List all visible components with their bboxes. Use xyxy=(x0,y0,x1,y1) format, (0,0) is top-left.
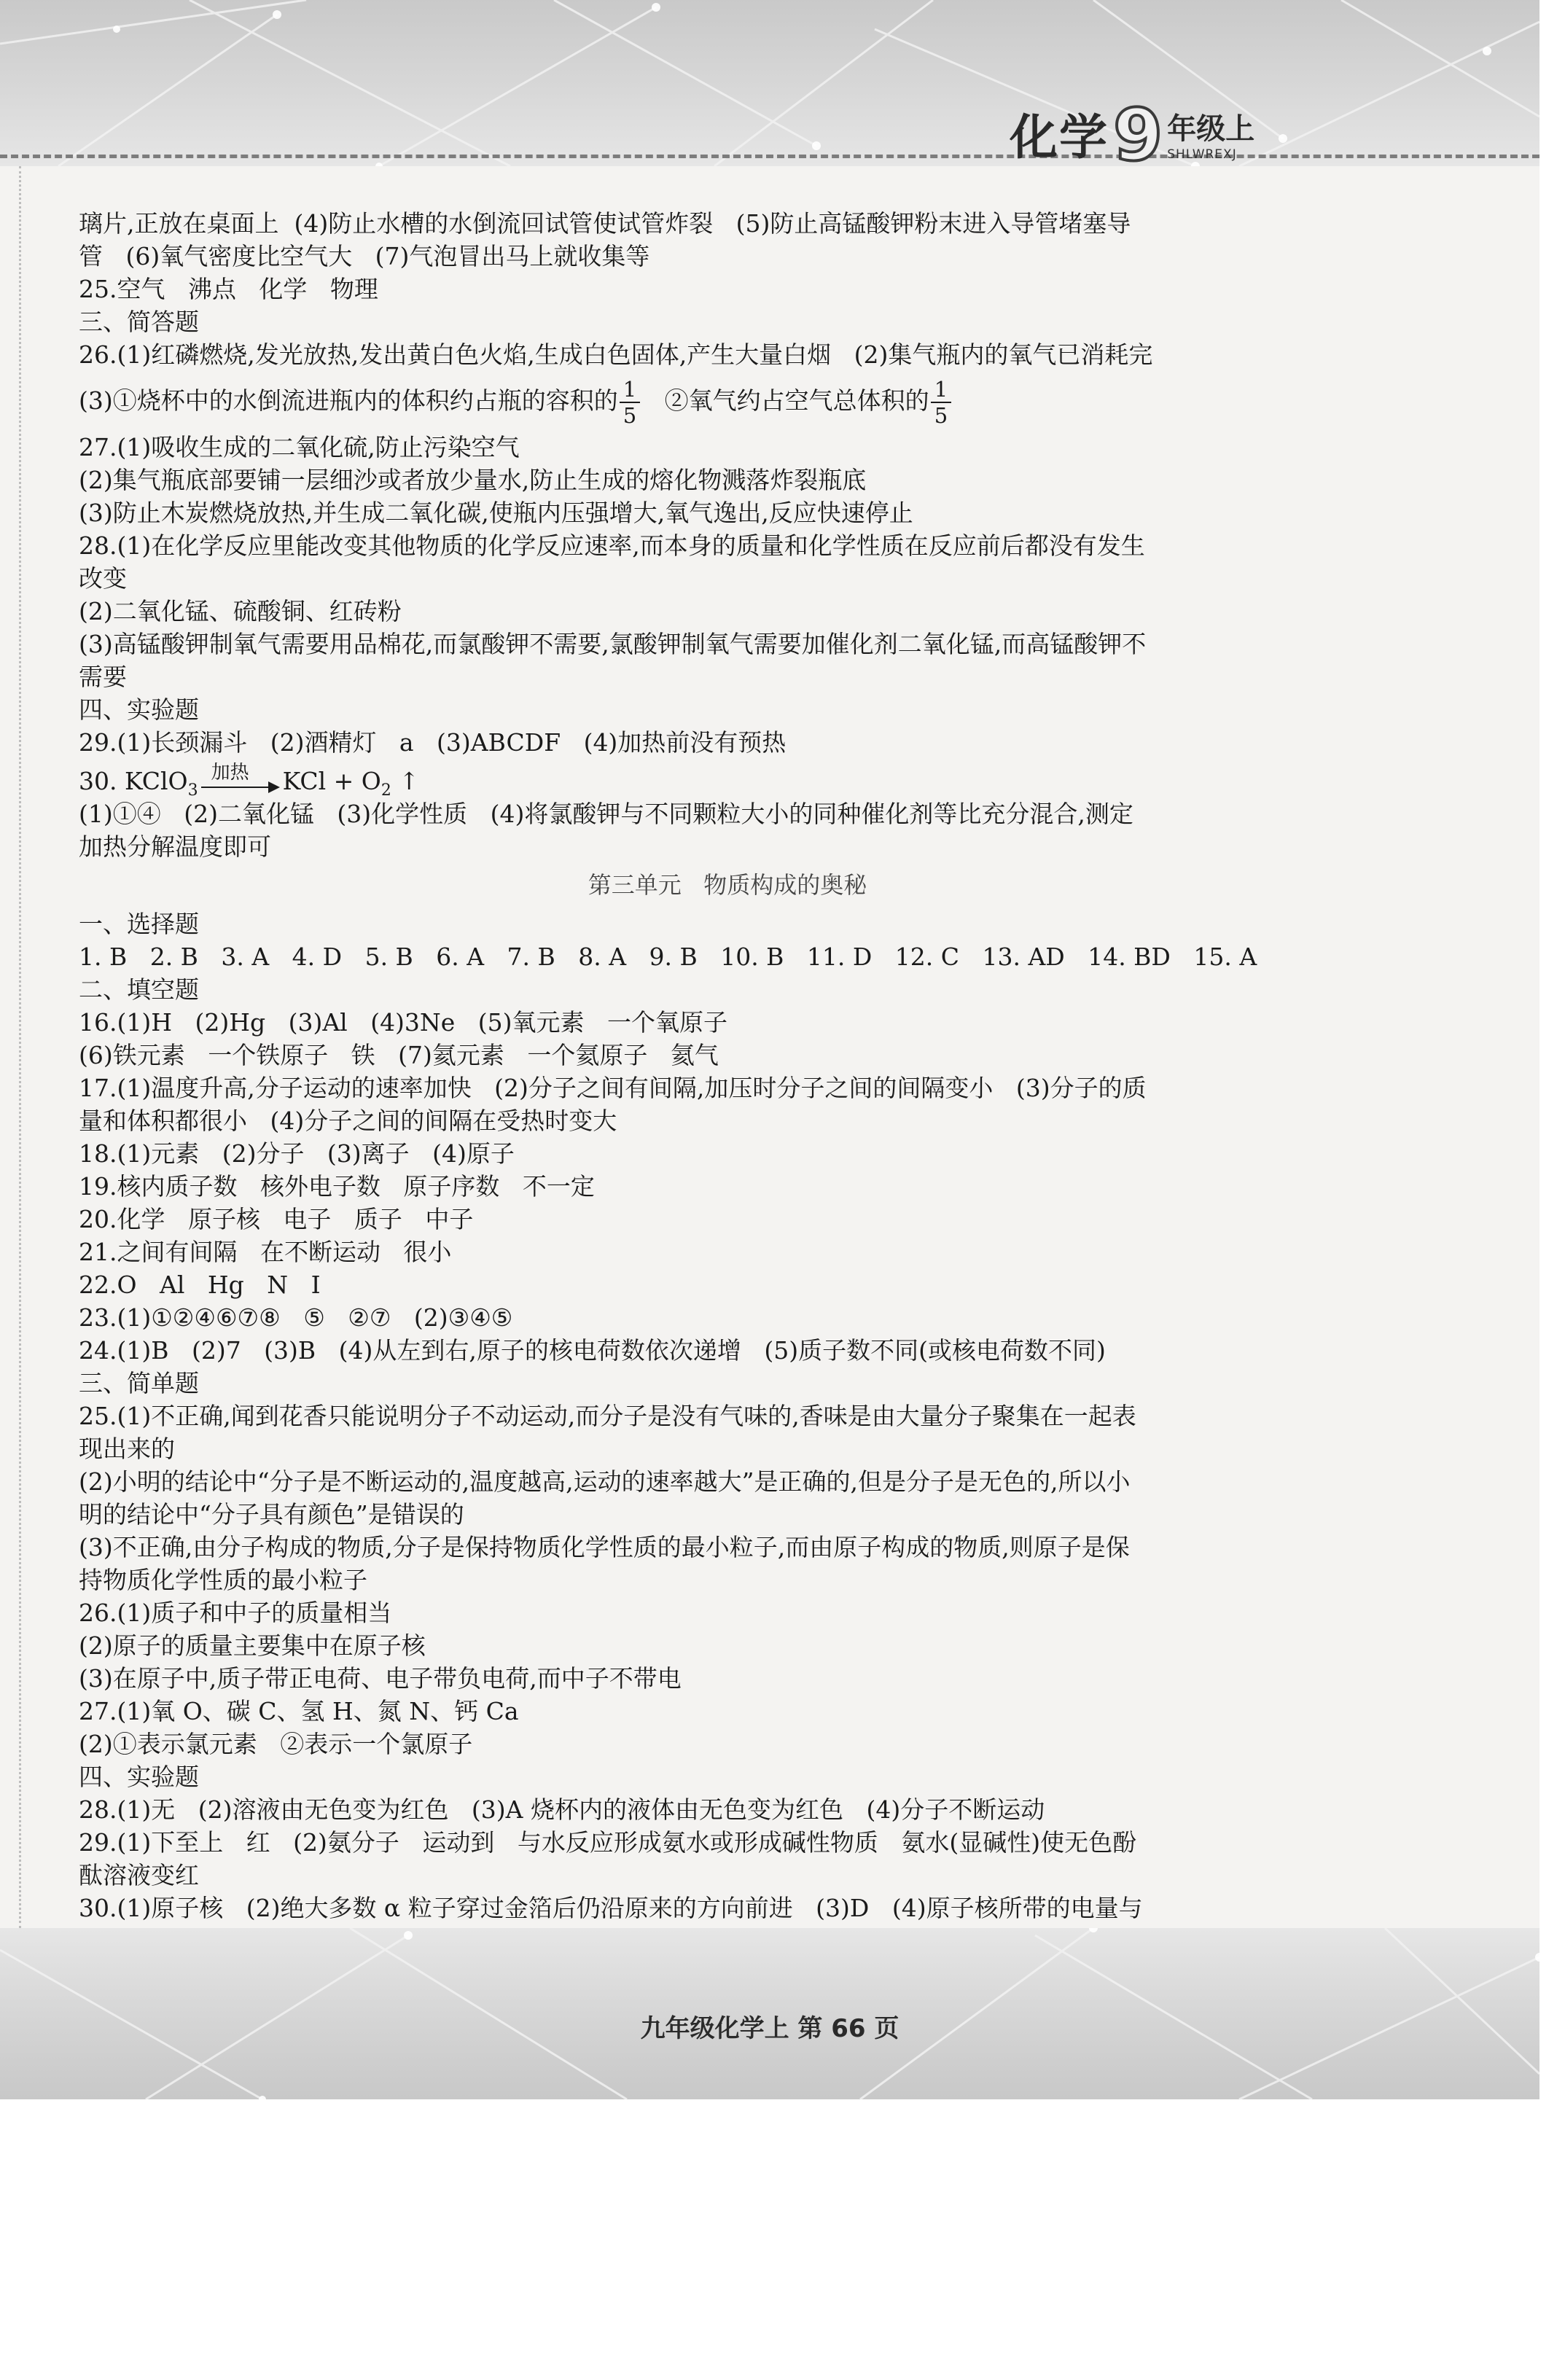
grade-block xyxy=(1167,106,1254,162)
grade-number: 9 xyxy=(1113,93,1163,177)
page-number-label: 九年级化学上 第 66 页 xyxy=(640,2014,899,2043)
header-band xyxy=(0,0,1539,177)
text-line: 管 (6)氧气密度比空气大 (7)气泡冒出马上就收集等 xyxy=(79,242,650,270)
fraction-denominator: 5 xyxy=(623,402,637,428)
text-line: (2)①表示氯元素 ②表示一个氯原子 xyxy=(79,1730,473,1758)
text-line: 现出来的 xyxy=(79,1435,175,1463)
text-line: 25.(1)不正确,闻到花香只能说明分子不动运动,而分子是没有气味的,香味是由大量分子聚集在一起表 xyxy=(79,1402,1136,1430)
text-line: 需要 xyxy=(79,663,127,691)
text-line: 29.(1)长颈漏斗 (2)酒精灯 a (3)ABCDF (4)加热前没有预热 xyxy=(79,728,787,757)
text-line: 18.(1)元素 (2)分子 (3)离子 (4)原子 xyxy=(79,1139,515,1168)
unit-title: 第三单元 物质构成的奥秘 xyxy=(588,871,867,899)
arrow-line xyxy=(201,787,276,788)
subject-title: 化学 xyxy=(1010,109,1109,165)
text-line: 酞溶液变红 xyxy=(79,1861,199,1889)
answer-content xyxy=(79,207,1289,1924)
text-line: 加热分解温度即可 xyxy=(79,832,271,861)
fraction-numerator: 1 xyxy=(620,379,640,403)
reaction-condition: 加热 xyxy=(211,762,249,784)
fraction-line-middle: ②氧气约占空气总体积的 xyxy=(641,386,929,415)
section-heading: 三、简单题 xyxy=(79,1369,199,1397)
text-line: (3)不正确,由分子构成的物质,分子是保持物质化学性质的最小粒子,而由原子构成的物质,则原子是保 xyxy=(79,1533,1130,1561)
text-line: 20.化学 原子核 电子 质子 中子 xyxy=(79,1205,474,1233)
text-line: 28.(1)无 (2)溶液由无色变为红色 (3)A 烧杯内的液体由无色变为红色 (4)分子不断运动 xyxy=(79,1795,1045,1824)
text-line: 22.O Al Hg N I xyxy=(79,1271,321,1299)
chemical-equation xyxy=(79,762,1289,800)
section-heading: 一、选择题 xyxy=(79,910,199,938)
text-line: 持物质化学性质的最小粒子 xyxy=(79,1566,367,1594)
fraction-line-before: (3)①烧杯中的水倒流进瓶内的体积约占瓶的容积的 xyxy=(79,386,618,415)
text-line: 29.(1)下至上 红 (2)氨分子 运动到 与水反应形成氨水或形成碱性物质 氨水(显碱性)使无色酚 xyxy=(79,1828,1137,1857)
text-line: 25.空气 沸点 化学 物理 xyxy=(79,275,378,303)
section-heading: 四、实验题 xyxy=(79,695,199,724)
text-line: 改变 xyxy=(79,564,127,593)
fraction xyxy=(931,376,951,428)
text-line: 璃片,正放在桌面上 (4)防止水槽的水倒流回试管使试管炸裂 (5)防止高锰酸钾粉末进入导管堵塞导 xyxy=(79,209,1131,238)
text-line: 量和体积都很小 (4)分子之间的间隔在受热时变大 xyxy=(79,1107,617,1135)
text-line: 26.(1)质子和中子的质量相当 xyxy=(79,1599,392,1627)
grade-pinyin: SHLWREXJ xyxy=(1167,147,1237,162)
text-line: 19.核内质子数 核外电子数 原子序数 不一定 xyxy=(79,1172,595,1201)
text-line: 24.(1)B (2)7 (3)B (4)从左到右,原子的核电荷数依次递增 (5)质子数不同(或核电荷数不同) xyxy=(79,1336,1106,1365)
fraction xyxy=(620,376,640,428)
text-line: 30.(1)原子核 (2)绝大多数 α 粒子穿过金箔后仍沿原来的方向前进 (3)D (4)原子核所带的电量与 xyxy=(79,1894,1143,1922)
text-line: (3)防止木炭燃烧放热,并生成二氧化碳,使瓶内压强增大,氧气逸出,反应快速停止 xyxy=(79,499,913,527)
text-line: 1. B 2. B 3. A 4. D 5. B 6. A 7. B 8. A 9. B 10. B 11. D 12. C 13. AD 14. BD 15. A xyxy=(79,943,1257,971)
equation-subscript: 3 xyxy=(187,781,198,800)
equation-product: KCl + O xyxy=(282,767,381,795)
section-heading: 二、填空题 xyxy=(79,975,199,1004)
header-title xyxy=(1010,93,1301,177)
text-line: 27.(1)吸收生成的二氧化硫,防止污染空气 xyxy=(79,433,520,461)
text-line: 16.(1)H (2)Hg (3)Al (4)3Ne (5)氧元素 一个氧原子 xyxy=(79,1008,728,1037)
text-line: 27.(1)氧 O、碳 C、氢 H、氮 N、钙 Ca xyxy=(79,1697,519,1725)
equation-reactant: 30. KClO xyxy=(79,767,188,795)
page-edge-decoration xyxy=(19,166,28,1928)
text-line: 17.(1)温度升高,分子运动的速率加快 (2)分子之间有间隔,加压时分子之间的间隔变小 (3)分子的质 xyxy=(79,1074,1147,1102)
section-heading: 四、实验题 xyxy=(79,1763,199,1791)
arrow-head-icon xyxy=(268,781,280,793)
text-line: 26.(1)红磷燃烧,发光放热,发出黄白色火焰,生成白色固体,产生大量白烟 (2)集气瓶内的氧气已消耗完 xyxy=(79,340,1153,369)
text-line: (3)高锰酸钾制氧气需要用品棉花,而氯酸钾不需要,氯酸钾制氧气需要加催化剂二氧化锰,而高锰酸钾不 xyxy=(79,630,1147,658)
section-heading: 三、简答题 xyxy=(79,308,199,336)
fraction-denominator: 5 xyxy=(934,402,948,428)
text-line: 21.之间有间隔 在不断运动 很小 xyxy=(79,1238,452,1266)
text-line: (2)原子的质量主要集中在原子核 xyxy=(79,1631,426,1660)
text-line: (2)集气瓶底部要铺一层细沙或者放少量水,防止生成的熔化物溅落炸裂瓶底 xyxy=(79,466,867,494)
reaction-arrow xyxy=(198,762,283,797)
header-dash-rule xyxy=(0,155,1539,158)
fraction-line xyxy=(79,371,1289,431)
text-line: (2)二氧化锰、硫酸铜、红砖粉 xyxy=(79,597,402,625)
grade-label: 年级上 xyxy=(1167,112,1255,146)
text-line: (1)①④ (2)二氧化锰 (3)化学性质 (4)将氯酸钾与不同颗粒大小的同种催化剂等比充分混合,测定 xyxy=(79,800,1133,828)
text-line: (6)铁元素 一个铁原子 铁 (7)氦元素 一个氦原子 氦气 xyxy=(79,1041,719,1069)
fraction-numerator: 1 xyxy=(931,379,951,403)
text-line: 23.(1)①②④⑥⑦⑧ ⑤ ②⑦ (2)③④⑤ xyxy=(79,1303,513,1332)
header-decoration xyxy=(0,0,1539,177)
gas-arrow: ↑ xyxy=(391,767,420,795)
equation-subscript: 2 xyxy=(380,781,391,800)
text-line: (3)在原子中,质子带正电荷、电子带负电荷,而中子不带电 xyxy=(79,1664,682,1693)
text-line: (2)小明的结论中“分子是不断运动的,温度越高,运动的速率越大”是正确的,但是分子是无色的,所以小 xyxy=(79,1467,1131,1496)
text-line: 明的结论中“分子具有颜色”是错误的 xyxy=(79,1500,464,1529)
text-line: 28.(1)在化学反应里能改变其他物质的化学反应速率,而本身的质量和化学性质在反应前后都没有发生 xyxy=(79,531,1145,560)
